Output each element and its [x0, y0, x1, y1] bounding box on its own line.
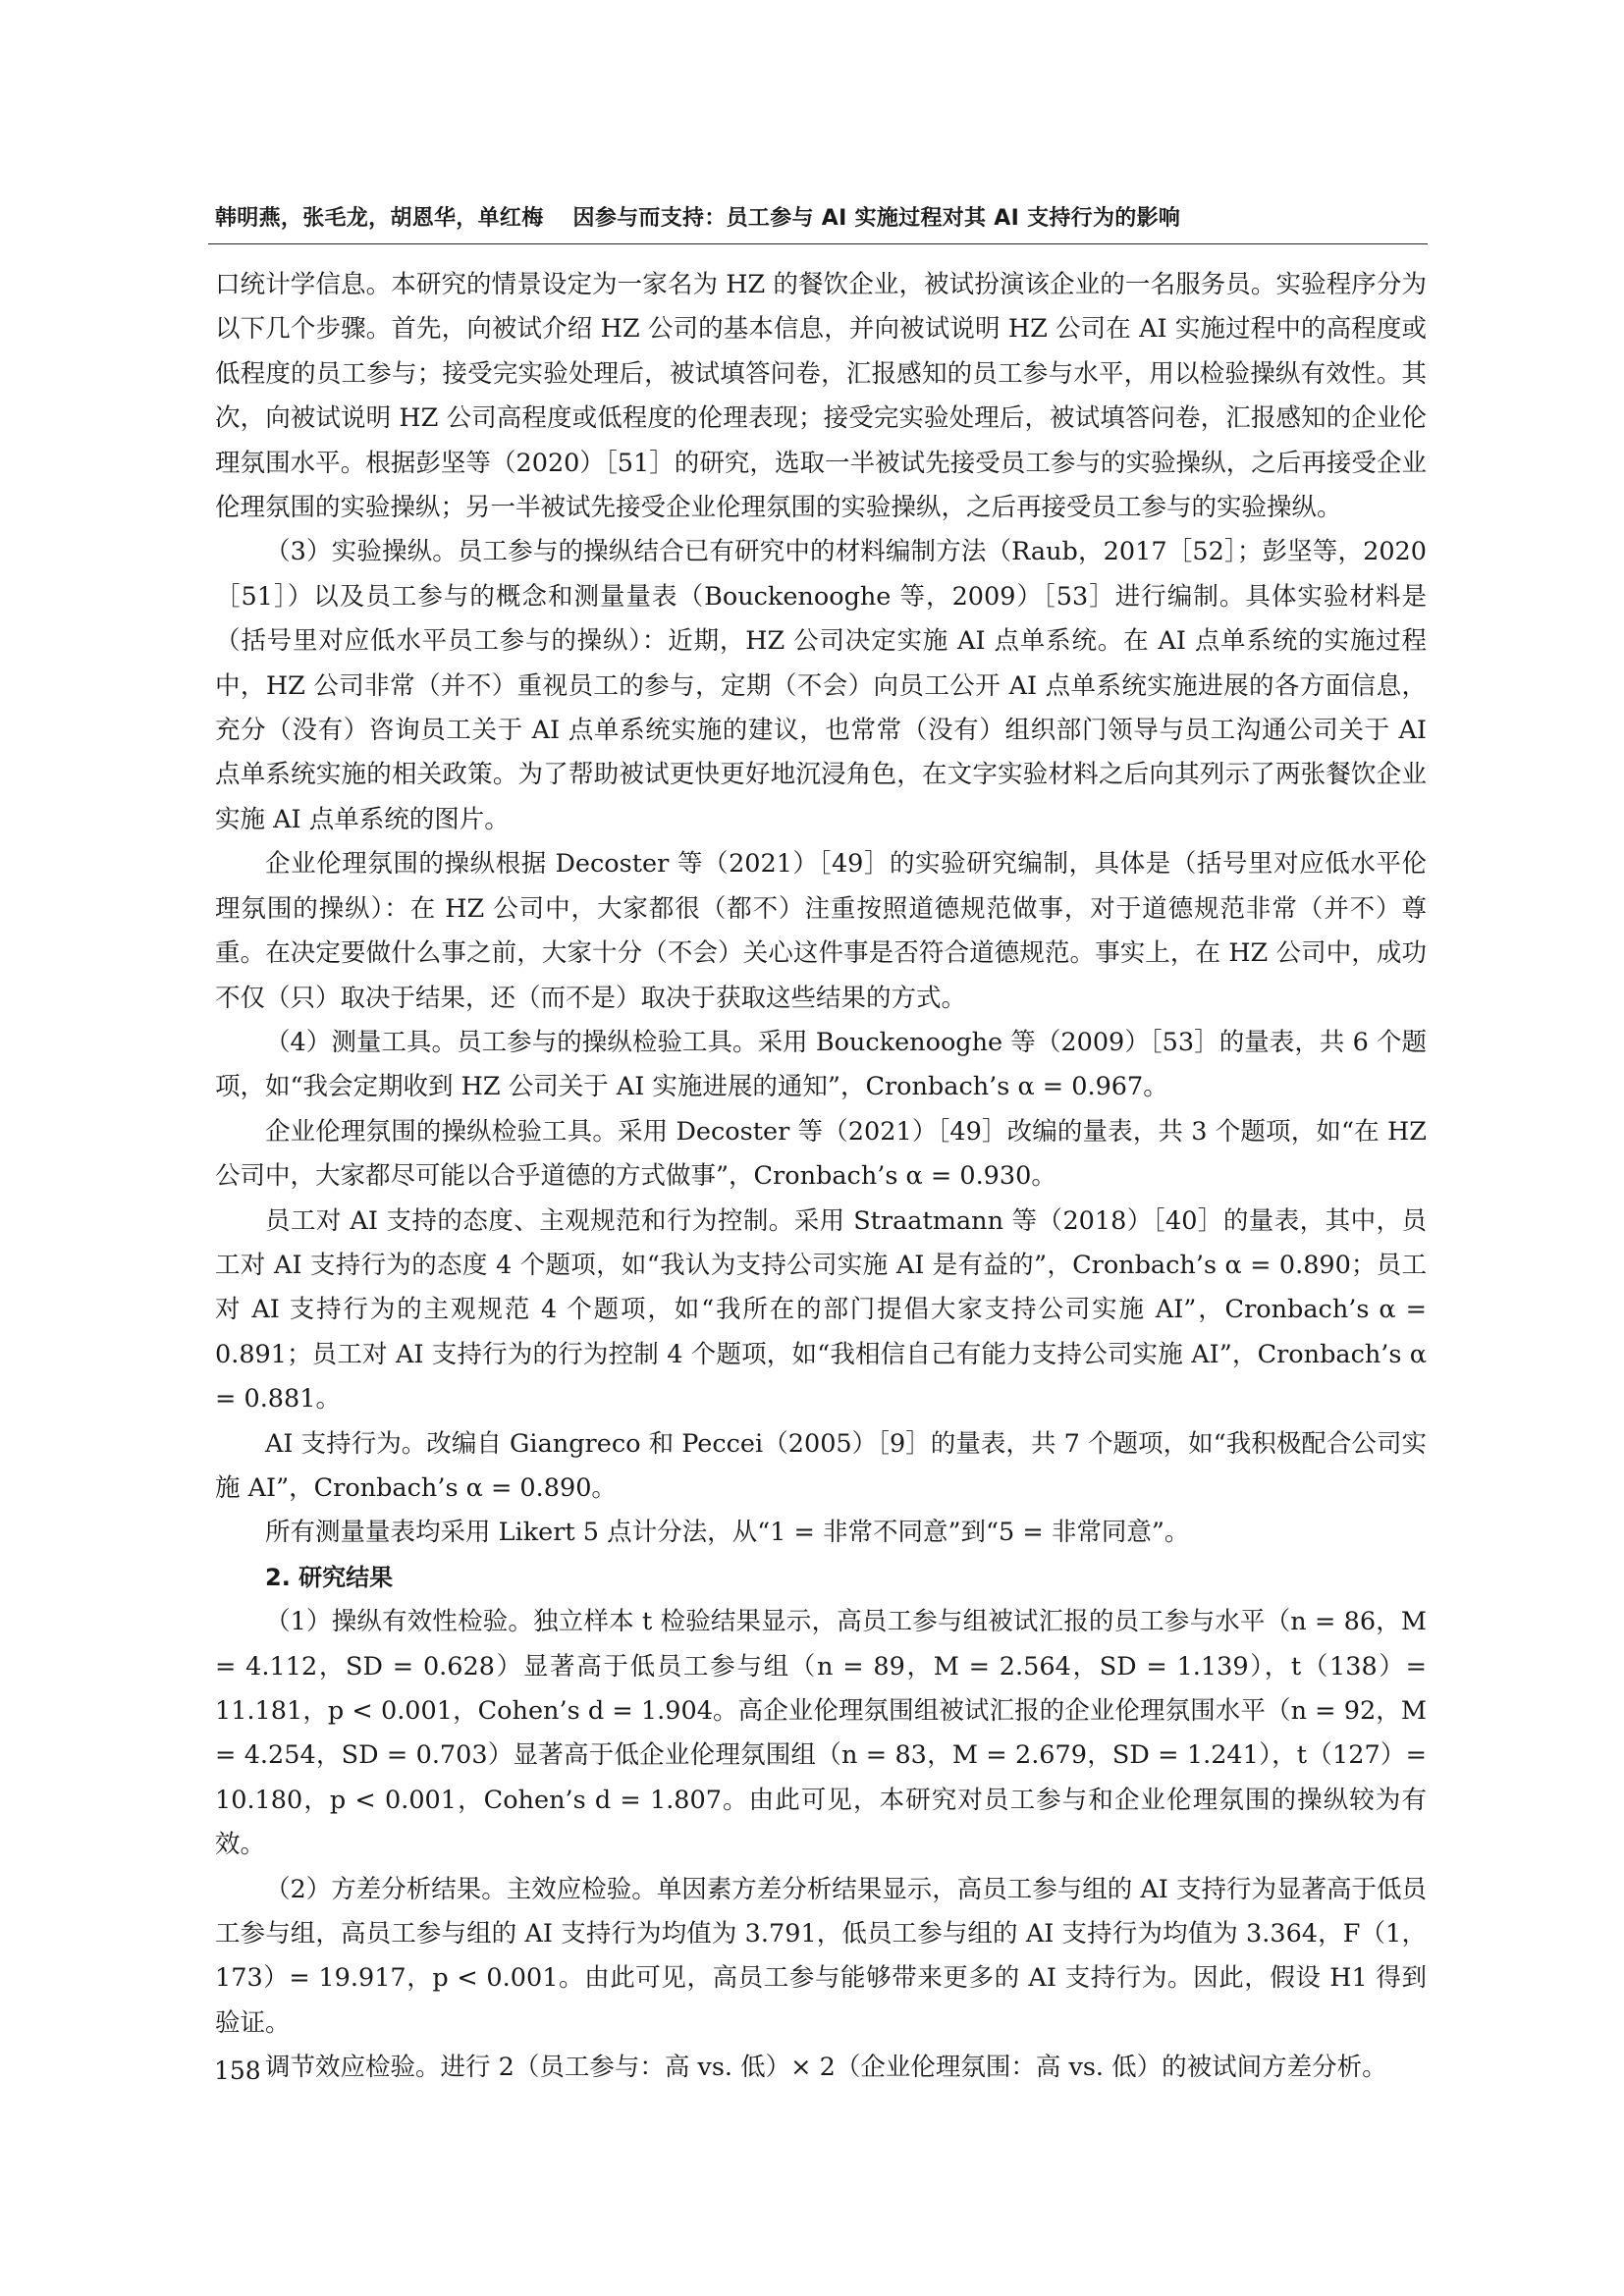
paragraph: 调节效应检验。进行 2（员工参与：高 vs. 低）× 2（企业伦理氛围：高 vs. 低）的被试间方差分析。 — [265, 2053, 1387, 2083]
header-authors: 韩明燕，张毛龙，胡恩华，单红梅 — [215, 206, 544, 231]
running-header — [215, 201, 1427, 232]
paragraph: 企业伦理氛围的操纵检验工具。采用 Decoster 等（2021）［49］改编的量表，共 3 个题项，如“在 HZ 公司中，大家都尽可能以合乎道德的方式做事”，Cronbach’s α = 0.930。 — [215, 1116, 1427, 1192]
paragraph: 所有测量量表均采用 Likert 5 点计分法，从“1 = 非常不同意”到“5 = 非常同意”。 — [265, 1518, 1190, 1548]
paragraph: （1）操纵有效性检验。独立样本 t 检验结果显示，高员工参与组被试汇报的员工参与水平（n = 86，M = 4.112，SD = 0.628）显著高于低员工参与组（n = 89，M = 2.564，SD = 1.139），t（138）= 11.181，p < 0.001，Cohen’s d = 1.904。高企业伦理氛围组被试汇报的企业伦理氛围水平（n = 92，M = 4.254，SD = 0.703）显著高于低企业伦理氛围组（n = 83，M = 2.679，SD = 1.241），t（127）= 10.180，p < 0.001，Cohen’s d = 1.807。由此可见，本研究对员工参与和企业伦理氛围的操纵较为有效。 — [215, 1607, 1427, 1860]
section-heading: 2. 研究结果 — [265, 1563, 394, 1591]
paragraph: （4）测量工具。员工参与的操纵检验工具。采用 Bouckenooghe 等（2009）［53］的量表，共 6 个题项，如“我会定期收到 HZ 公司关于 AI 实施进展的通知”，Cronbach’s α = 0.967。 — [215, 1027, 1427, 1102]
paragraph: AI 支持行为。改编自 Giangreco 和 Peccei（2005）［9］的量表，共 7 个题项，如“我积极配合公司实施 AI”，Cronbach’s α = 0.890。 — [215, 1428, 1427, 1503]
header-title: 因参与而支持：员工参与 AI 实施过程对其 AI 支持行为的影响 — [572, 206, 1181, 231]
paragraph: （2）方差分析结果。主效应检验。单因素方差分析结果显示，高员工参与组的 AI 支持行为显著高于低员工参与组，高员工参与组的 AI 支持行为均值为 3.791，低员工参与组的 AI 支持行为均值为 3.364，F（1，173）= 19.917，p < 0.001。由此可见，高员工参与能够带来更多的 AI 支持行为。因此，假设 H1 得到验证。 — [215, 1874, 1427, 2038]
paragraph: （3）实验操纵。员工参与的操纵结合已有研究中的材料编制方法（Raub，2017［52］；彭坚等，2020［51］）以及员工参与的概念和测量量表（Bouckenooghe 等，2009）［53］进行编制。具体实验材料是（括号里对应低水平员工参与的操纵）：近期，HZ 公司决定实施 AI 点单系统。在 AI 点单系统的实施过程中，HZ 公司非常（并不）重视员工的参与，定期（不会）向员工公开 AI 点单系统实施进展的各方面信息，充分（没有）咨询员工关于 AI 点单系统实施的建议，也常常（没有）组织部门领导与员工沟通公司关于 AI 点单系统实施的相关政策。为了帮助被试更快更好地沉浸角色，在文字实验材料之后向其列示了两张餐饮企业实施 AI 点单系统的图片。 — [215, 537, 1427, 834]
paragraph: 口统计学信息。本研究的情景设定为一家名为 HZ 的餐饮企业，被试扮演该企业的一名服务员。实验程序分为以下几个步骤。首先，向被试介绍 HZ 公司的基本信息，并向被试说明 HZ 公司在 AI 实施过程中的高程度或低程度的员工参与；接受完实验处理后，被试填答问卷，汇报感知的员工参与水平，用以检验操纵有效性。其次，向被试说明 HZ 公司高程度或低程度的伦理表现；接受完实验处理后，被试填答问卷，汇报感知的企业伦理氛围水平。根据彭坚等（2020）［51］的研究，选取一半被试先接受员工参与的实验操纵，之后再接受企业伦理氛围的实验操纵；另一半被试先接受企业伦理氛围的实验操纵，之后再接受员工参与的实验操纵。 — [215, 270, 1427, 523]
paragraph: 企业伦理氛围的操纵根据 Decoster 等（2021）［49］的实验研究编制，具体是（括号里对应低水平伦理氛围的操纵）：在 HZ 公司中，大家都很（都不）注重按照道德规范做事，对于道德规范非常（并不）尊重。在决定要做什么事之前，大家十分（不会）关心这件事是否符合道德规范。事实上，在 HZ 公司中，成功不仅（只）取决于结果，还（而不是）取决于获取这些结果的方式。 — [215, 849, 1427, 1013]
article-body — [215, 263, 1427, 2091]
page-number: 158 — [214, 2056, 261, 2085]
paragraph: 员工对 AI 支持的态度、主观规范和行为控制。采用 Straatmann 等（2018）［40］的量表，其中，员工对 AI 支持行为的态度 4 个题项，如“我认为支持公司实施 AI 是有益的”，Cronbach’s α = 0.890；员工对 AI 支持行为的主观规范 4 个题项，如“我所在的部门提倡大家支持公司实施 AI”，Cronbach’s α = 0.891；员工对 AI 支持行为的行为控制 4 个题项，如“我相信自己有能力支持公司实施 AI”，Cronbach’s α = 0.881。 — [215, 1205, 1427, 1415]
header-rule — [208, 243, 1428, 244]
